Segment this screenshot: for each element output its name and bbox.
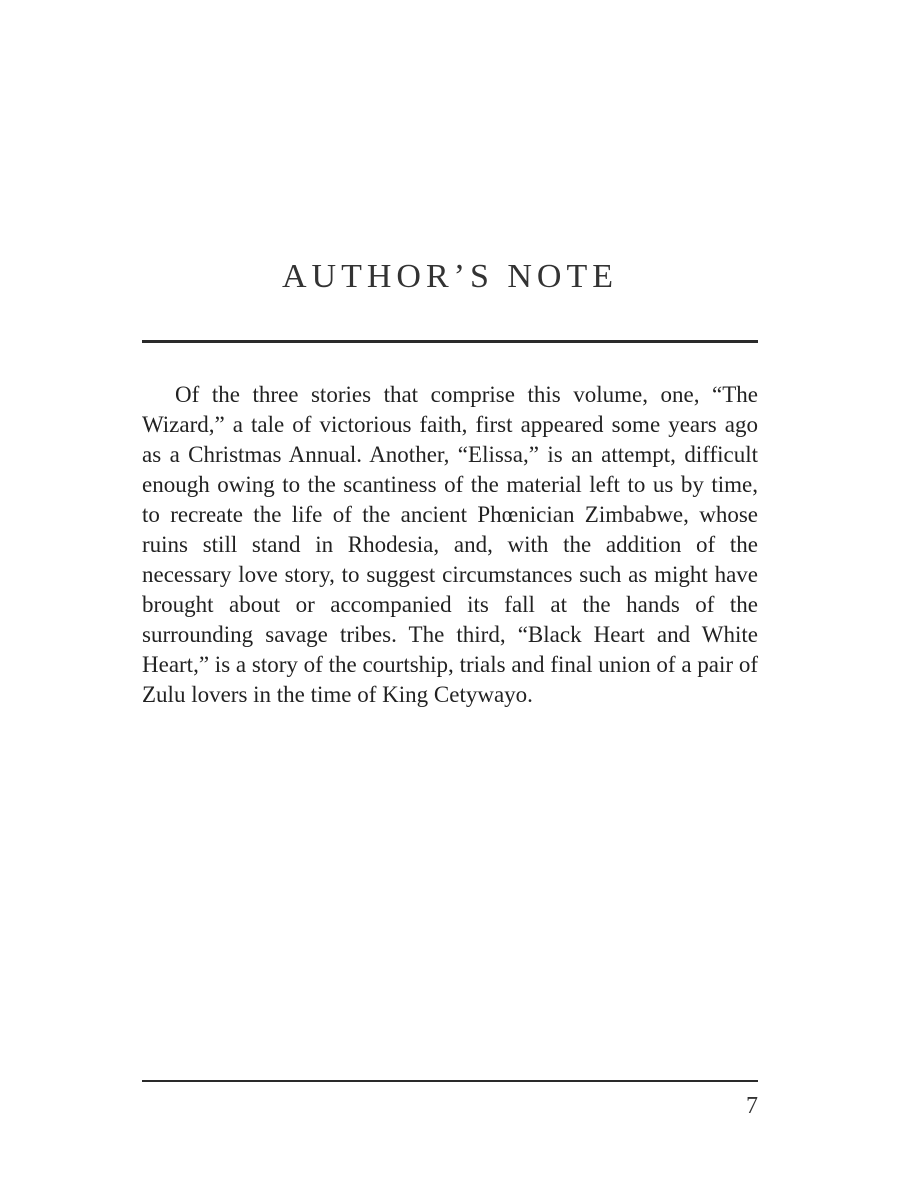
footer-divider [142,1080,758,1082]
page-number: 7 [746,1093,758,1119]
body-paragraph: Of the three stories that comprise this volume, one, “The Wizard,” a tale of victorious faith, first appeared some years ago as a Christmas Annual. Another, “Elissa,” is an attempt, difficult enough owing to the scantiness of the material left to us by time, to recreate the life of the ancient Phœnician Zimbabwe, whose ruins still stand in Rhodesia, and, with the addition of the necessary love story, to suggest circumstances such as might have brought about or accompanied its fall at the hands of the surrounding savage tribes. The third, “Black Heart and White Heart,” is a story of the courtship, trials and final union of a pair of Zulu lovers in the time of King Cetywayo. [142,382,758,707]
title-divider [142,340,758,343]
page-title: AUTHOR’S NOTE [281,258,619,295]
